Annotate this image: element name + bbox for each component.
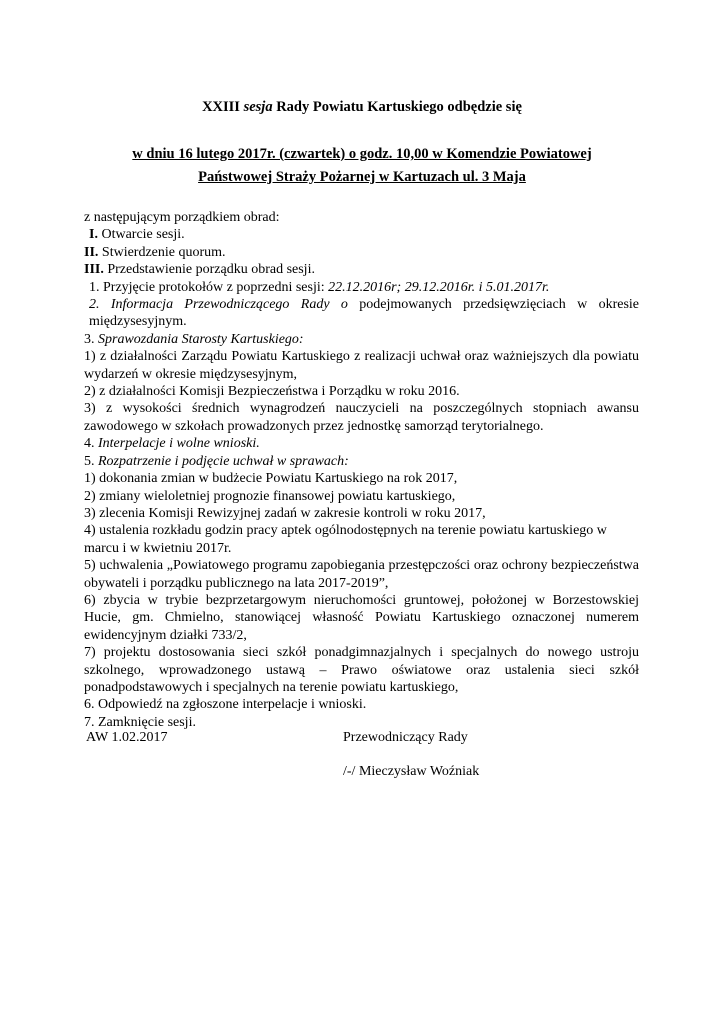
session-title-rest: Rady Powiatu Kartuskiego odbędzie się [272,99,522,115]
agenda-item-3 [84,331,639,348]
agenda-intro: z następującym porządkiem obrad: [84,210,280,225]
agenda-item-2 [84,296,639,331]
agenda-item-1 [84,279,639,296]
agenda-subitem-5-6: 6) zbycia w trybie bezprzetargowym nieruchomości gruntowej, położonej w Borzestowskiej Hucie, gm. Chmielno, stanowiącej własność Powiatu Kartuskiego oznaczonej numerem ewidencyjnym działki 733/2, [84,592,639,643]
agenda-item-3-number: 3. [84,331,98,347]
agenda-subitem-5-4: 4) ustalenia rozkładu godzin pracy aptek ogólnodostępnych na terenie powiatu kartuskiego w marcu i w kwietniu 2017r. [84,523,607,556]
agenda-subitem-3-2: 2) z działalności Komisji Bezpieczeństwa i Porządku w roku 2016. [84,384,460,400]
agenda-item-4 [84,435,639,452]
agenda-item-5-title: Rozpatrzenie i podjęcie uchwał w sprawach: [98,453,349,469]
agenda-item-3-title: Sprawozdania Starosty Kartuskiego: [98,331,304,347]
agenda-item-III-number: III. [84,262,104,278]
agenda-item-II [84,244,639,261]
session-number: XXIII [202,99,244,115]
session-word: sesja [243,99,273,115]
agenda-subitem-5-7: 7) projektu dostosowania sieci szkół ponadgimnazjalnych i specjalnych do nowego ustroju szkolnego, wprowadzonego ustawą – Prawo oświatowe oraz ustalenia sieci szkół ponadpodstawowych i specjalnych na terenie powiatu kartuskiego, [84,645,639,695]
agenda [84,209,639,731]
agenda-item-2-title: 2. Informacja Przewodniczącego Rady o [89,297,348,313]
agenda-subitem-3-1: 1) z działalności Zarządu Powiatu Kartuskiego z realizacji uchwał oraz ważniejszych dla powiatu wydarzeń w okresie międzysesyjnym, [84,349,639,382]
agenda-item-1-dates: 22.12.2016r; 29.12.2016r. i 5.01.2017r. [328,279,550,295]
session-date-line: w dniu 16 lutego 2017r. (czwartek) o godz. 10,00 w Komendzie Powiatowej [132,146,592,162]
agenda-item-III-text: Przedstawienie porządku obrad sesji. [103,262,315,278]
agenda-item-4-title: Interpelacje i wolne wnioski. [98,436,260,452]
agenda-item-I [84,226,639,243]
agenda-item-II-text: Stwierdzenie quorum. [98,244,226,260]
agenda-item-I-number: I. [89,227,98,243]
agenda-item-III [84,261,639,278]
agenda-item-4-number: 4. [84,436,98,452]
agenda-item-II-number: II. [84,244,99,260]
document-reference: AW 1.02.2017 [86,730,168,745]
signatory-name: /-/ Mieczysław Woźniak [343,764,480,779]
agenda-item-5 [84,453,639,470]
agenda-item-I-text: Otwarcie sesji. [97,227,185,243]
session-title [0,98,724,116]
agenda-subitem-5-5: 5) uchwalenia „Powiatowego programu zapobiegania przestępczości oraz ochrony bezpieczeństwa obywateli i porządku publicznego na lata 2017-2019”, [84,558,639,591]
agenda-subitem-3-3: 3) z wysokości średnich wynagrodzeń nauczycieli na poszczególnych stopniach awansu zawodowego w szkołach prowadzonych przez jednostkę samorząd terytorialnego. [84,401,639,434]
signatory-role: Przewodniczący Rady [343,730,468,745]
session-location-line: Państwowej Straży Pożarnej w Kartuzach ul. 3 Maja [198,169,526,185]
agenda-subitem-5-3: 3) zlecenia Komisji Rewizyjnej zadań w zakresie kontroli w roku 2017, [84,505,486,521]
agenda-item-5-number: 5. [84,453,98,469]
agenda-item-2-text: podejmowanych przedsięwzięciach w okresie międzysesyjnym. [89,297,639,330]
agenda-subitem-5-1: 1) dokonania zmian w budżecie Powiatu Kartuskiego na rok 2017, [84,471,458,487]
agenda-item-1-text: 1. Przyjęcie protokołów z poprzedni sesji: [89,279,329,295]
agenda-item-7: 7. Zamknięcie sesji. [84,714,196,730]
agenda-subitem-5-2: 2) zmiany wieloletniej prognozie finansowej powiatu kartuskiego, [84,488,456,504]
agenda-item-6: 6. Odpowiedź na zgłoszone interpelacje i wnioski. [84,697,367,713]
